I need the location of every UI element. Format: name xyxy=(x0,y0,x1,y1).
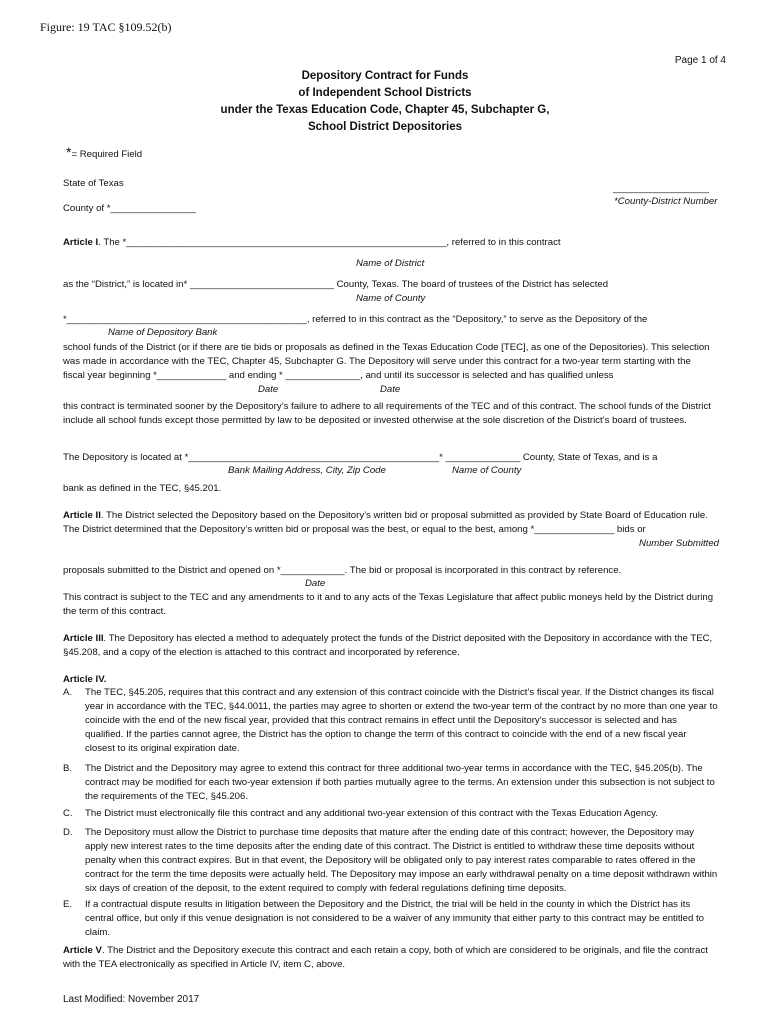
required-star: * xyxy=(66,144,72,160)
article-1-line-1 xyxy=(63,236,561,250)
document-title-line-1: Depository Contract for Funds xyxy=(301,70,469,82)
article-2-paragraph-2: This contract is subject to the TEC and any amendments to it and to any acts of the Texas Legislature that affect public moneys held by the District during the term of this contract. xyxy=(63,592,714,617)
depository-location-field[interactable]: The Depository is located at *_______________________________________________* ______________ County, State of Texas, and is a xyxy=(63,452,658,463)
depository-bank-field[interactable]: *_____________________________________________, referred to in this contract as the “Depository,” to serve as the Depository of the xyxy=(63,314,648,325)
article-1-term-paragraph: school funds of the District (or if there are tie bids or proposals as defined in the Texas Education Code [TEC], as one of the Depositories). This selection was made in accordance with the TEC, Chapter 45, Subchapter G. The Depository will serve under this contract for a two-year term starting with the fiscal year beginning *_____________ and ending * ______________, and until its successor is selected and has qualified unless xyxy=(63,342,710,381)
item-text: The District and the Depository may agree to extend this contract for three additional two-year terms in accordance with the TEC, §45.205(b). The contract may be modified for each two-year extension if both parties mutually agree to the terms. An extension under this subsection is not subject to the requirements of the TEC, §45.206. xyxy=(85,763,715,802)
document-title-line-3: under the Texas Education Code, Chapter 45, Subchapter G, xyxy=(220,104,550,116)
page-number: Page 1 of 4 xyxy=(674,55,726,66)
district-name-label: Name of District xyxy=(356,258,425,269)
item-marker: B. xyxy=(63,763,73,774)
article-4-heading-dot: . xyxy=(103,674,107,685)
depository-bank-label: Name of Depository Bank xyxy=(108,327,218,338)
article-5-heading: Article V xyxy=(63,945,102,956)
county-name-label: Name of County xyxy=(356,293,426,304)
article-3-text: . The Depository has elected a method to adequately protect the funds of the District deposited with the Depository in accordance with the TEC, §45.208, and a copy of the election is attached to this contract and incorporated by reference. xyxy=(63,633,713,658)
article-2-heading: Article II xyxy=(63,510,101,521)
article-3-heading: Article III xyxy=(63,633,104,644)
article-1-heading: Article I xyxy=(63,237,99,248)
article-5-paragraph xyxy=(63,944,715,972)
required-field-text: = Required Field xyxy=(71,149,143,160)
document-title-line-2: of Independent School Districts xyxy=(298,87,472,99)
district-name-field[interactable]: . The *____________________________________________________________, referred to in this contract xyxy=(98,237,561,248)
start-date-label: Date xyxy=(258,384,279,395)
article-1-bank-definition: bank as defined in the TEC, §45.201. xyxy=(63,483,222,494)
article-4-heading-line xyxy=(63,673,106,687)
required-field-note xyxy=(66,145,142,162)
article-4-heading: Article IV xyxy=(63,674,104,685)
item-text: If a contractual dispute results in litigation between the Depository and the District, the trial will be held in the county in which the District has its central office, but only if this venue designation is not considered to be a waiver of any immunity that either party to this contract may be entitled to claim. xyxy=(85,899,704,938)
item-text: The Depository must allow the District to purchase time deposits that mature after the ending date of this contract; however, the Depository may apply new interest rates to the time deposits after the ending date of this contract. The District is entitled to withdraw these time deposits without penalty when this contract expires. But in that event, the Depository will be obligated only to pay interest rates comparable to rates offered in the contract for the term the time deposits were actually held. The Depository may impose an early withdrawal penalty on a time deposit withdrawn within six days of creation of the deposit, to the extent required to comply with federal regulations defining time deposits. xyxy=(85,827,718,894)
article-1-funds-paragraph: this contract is terminated sooner by the Depository’s failure to adhere to all requirements of the TEC and of this contract. The school funds of the District include all school funds except those permitted by law to be deposited or invested otherwise at the sole discretion of the District’s board of trustees. xyxy=(63,401,711,426)
state-label: State of Texas xyxy=(63,178,124,189)
article-4-item-c xyxy=(63,807,718,821)
county-of-field[interactable]: County of *________________ xyxy=(63,203,196,214)
item-marker: C. xyxy=(63,808,73,819)
figure-label: Figure: 19 TAC §109.52(b) xyxy=(40,20,172,34)
article-2-text-1: . The District selected the Depository based on the Depository’s written bid or proposal submitted as provided by State Board of Education rule. The District determined that the Depository’s written bid or proposal was the best, or equal to the best, among *_______________ bids or xyxy=(63,510,708,535)
bid-opened-date-field[interactable]: proposals submitted to the District and opened on *____________. The bid or proposal is incorporated in this contract by reference. xyxy=(63,565,622,576)
county-district-number-label: *County-District Number xyxy=(614,196,718,207)
item-marker: A. xyxy=(63,687,73,698)
footer-last-modified: Last Modified: November 2017 xyxy=(63,994,200,1005)
bank-address-label: Bank Mailing Address, City, Zip Code xyxy=(228,465,386,476)
article-2-paragraph-1 xyxy=(63,509,715,537)
item-text: The TEC, §45.205, requires that this contract and any extension of this contract coincide with the District’s fiscal year. If the District changes its fiscal year in accordance with the TEC, §44.0011, the parties may agree to shorten or extend the two-year term of the contract by no more than one year to coincide with the end of the new fiscal year, provided that this contract remains in effect until the Depository's successor is selected and has qualified. If the parties cannot agree, the District has the option to change the term of this contract to coincide with the end of a new fiscal year closest to its original expiration date. xyxy=(85,687,718,754)
number-submitted-label: Number Submitted xyxy=(639,538,719,549)
article-4-item-d xyxy=(63,826,718,896)
county-name-label-2: Name of County xyxy=(452,465,522,476)
county-district-number-field[interactable]: __________________ xyxy=(613,183,710,194)
article-3-paragraph xyxy=(63,632,715,660)
item-marker: D. xyxy=(63,827,73,838)
bid-date-label: Date xyxy=(305,578,326,589)
district-location-field[interactable]: as the “District,” is located in* ___________________________ County, Texas. The board of trustees of the District has selected xyxy=(63,279,609,290)
article-4-item-b xyxy=(63,762,718,804)
article-5-text: . The District and the Depository execute this contract and each retain a copy, both of which are considered to be originals, and file the contract with the TEA electronically as specified in Article IV, item C, above. xyxy=(63,945,708,970)
item-text: The District must electronically file this contract and any additional two-year extension of this contract with the Texas Education Agency. xyxy=(85,808,658,819)
article-4-item-e xyxy=(63,898,718,940)
end-date-label: Date xyxy=(380,384,401,395)
item-marker: E. xyxy=(63,899,73,910)
document-title-line-4: School District Depositories xyxy=(307,121,462,133)
article-4-item-a xyxy=(63,686,718,756)
